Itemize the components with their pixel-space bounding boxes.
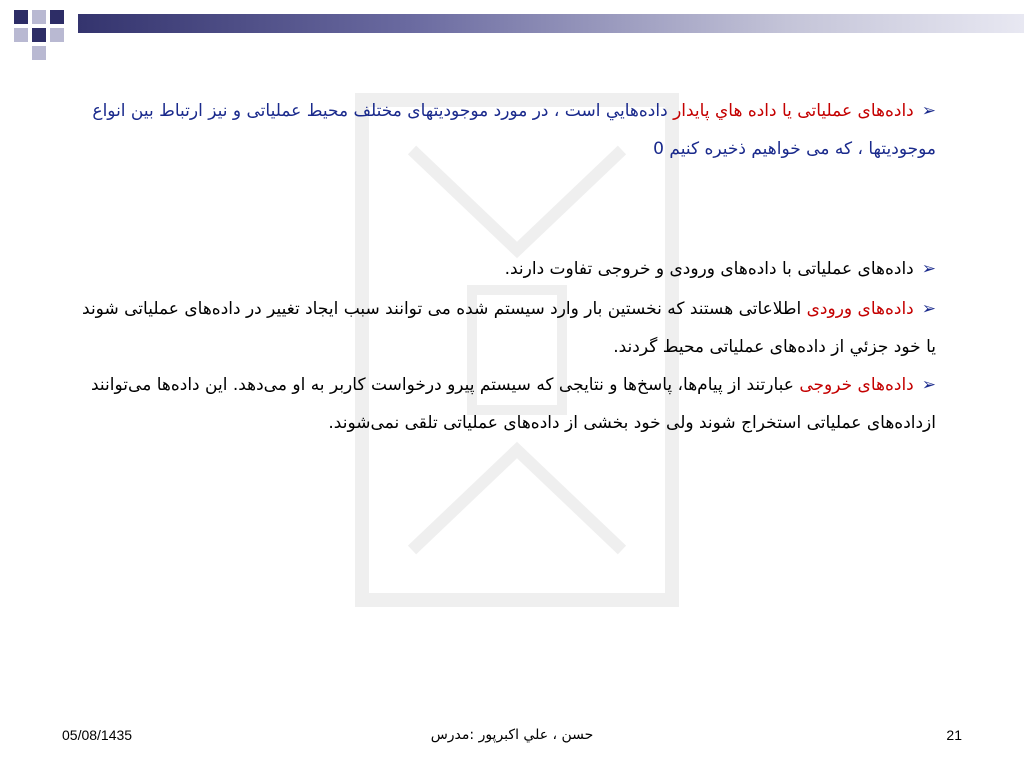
paragraph-text: عبارتند از پیام‌ها، پاسخ‌ها و نتایجی که سیستم پیرو درخواست کاربر به او می‌دهد. این داده‌ها می‌توانند ازداده‌های عملیاتی استخراج شوند ولی خود بخشی از داده‌های عملیاتی تلقی نمی‌شوند. — [91, 375, 936, 433]
highlight-term: داده‌های عملیاتی یا داده هاي پايدار — [673, 101, 914, 121]
header-square-light — [32, 46, 46, 60]
header-square-dark — [32, 28, 46, 42]
arrow-bullet-icon: ➢ — [921, 299, 936, 319]
header-square-light — [32, 10, 46, 24]
footer-date: 05/08/1435 — [62, 727, 133, 743]
arrow-bullet-icon: ➢ — [921, 375, 936, 395]
header-square-dark — [14, 10, 28, 24]
header-square-dark — [50, 10, 64, 24]
arrow-bullet-icon: ➢ — [921, 101, 936, 121]
header-gradient-bar — [78, 14, 1024, 33]
paragraph-input-data — [76, 290, 936, 366]
header-square-light — [14, 28, 28, 42]
header-square-light — [50, 28, 64, 42]
highlight-term: داده‌های ورودی — [806, 299, 914, 319]
footer-presenter: حسن ، علي اكبرپور :مدرس — [430, 727, 594, 743]
arrow-bullet-icon: ➢ — [921, 259, 936, 279]
footer-page-number: 21 — [946, 727, 962, 743]
paragraph-output-data — [76, 366, 936, 442]
paragraph-difference — [76, 250, 936, 288]
paragraph-operational-data-definition — [76, 92, 936, 168]
paragraph-text: داده‌هايي است ، در مورد موجوديتهای مختلف محیط عملیاتی و نیز ارتباط بین انواع موجودیتها ، که می خواهیم ذخیره کنیم 0 — [92, 101, 936, 159]
paragraph-text: اطلاعاتی هستند که نخستین بار وارد سیستم شده می توانند سبب ایجاد تغییر در داده‌های عملیاتی شوند یا خود جزئي از داده‌های عملیاتی محیط گردند. — [82, 299, 936, 357]
highlight-term: داده‌های خروجی — [799, 375, 914, 395]
paragraph-text: داده‌های عملیاتی با داده‌های ورودی و خروجی تفاوت دارند. — [504, 259, 914, 279]
